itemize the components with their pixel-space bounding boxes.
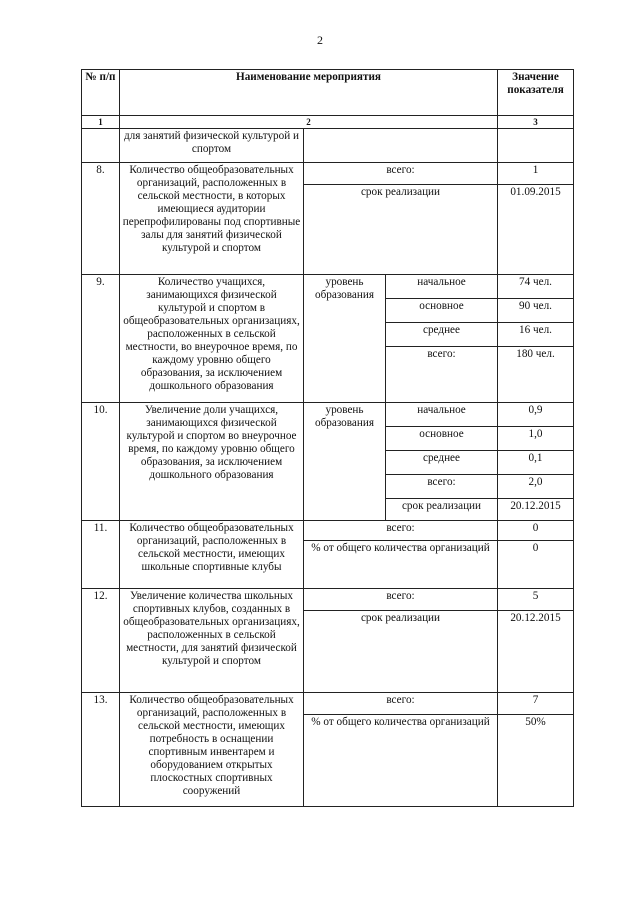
row-description: Увеличение количества школьных спортивных клубов, созданных в общеобразовательных организациях, расположенных в сельской местности, для занятий физической культурой и спортом <box>120 589 304 693</box>
row-label: основное <box>386 427 498 451</box>
row-description: Количество общеобразовательных организаций, расположенных в сельской местности, в которых имеющиеся аудитории перепрофилированы под спортивные залы для занятий физической культурой и спортом <box>120 163 304 275</box>
row-number: 10. <box>82 403 120 521</box>
row-value: 0 <box>498 541 574 589</box>
row-label: всего: <box>304 521 498 541</box>
row-label: всего: <box>386 475 498 499</box>
table-row <box>82 693 574 715</box>
empty-cell <box>304 129 498 163</box>
education-level-label: уровень образования <box>304 403 386 521</box>
row-label: всего: <box>304 163 498 185</box>
row-description: Увеличение доли учащихся, занимающихся физической культурой и спортом во внеурочное время, по каждому уровню общего образования, за исключением дошкольного образования <box>120 403 304 521</box>
header-value: Значение показателя <box>498 70 574 116</box>
row-label: начальное <box>386 275 498 299</box>
row-label: % от общего количества организаций <box>304 541 498 589</box>
row-value: 0,9 <box>498 403 574 427</box>
header-no: № п/п <box>82 70 120 116</box>
row-value: 7 <box>498 693 574 715</box>
row-label: всего: <box>304 589 498 611</box>
row-value: 0 <box>498 521 574 541</box>
table-row <box>82 403 574 427</box>
row-label: % от общего количества организаций <box>304 715 498 807</box>
index-cell-3: 3 <box>498 116 574 129</box>
row-value: 2,0 <box>498 475 574 499</box>
row-label: всего: <box>304 693 498 715</box>
row-label: основное <box>386 299 498 323</box>
continued-row <box>82 129 574 163</box>
row-description: Количество общеобразовательных организаций, расположенных в сельской местности, имеющих школьные спортивные клубы <box>120 521 304 589</box>
row-number: 8. <box>82 163 120 275</box>
row-value: 0,1 <box>498 451 574 475</box>
row-value: 50% <box>498 715 574 807</box>
table-row <box>82 521 574 541</box>
row-value: 1,0 <box>498 427 574 451</box>
continued-desc: для занятий физической культурой и спортом <box>120 129 304 163</box>
table-row <box>82 163 574 185</box>
row-description: Количество общеобразовательных организаций, расположенных в сельской местности, имеющих потребность в оснащении спортивным инвентарем и оборудованием открытых плоскостных спортивных сооружений <box>120 693 304 807</box>
row-label: начальное <box>386 403 498 427</box>
row-value: 1 <box>498 163 574 185</box>
row-value: 01.09.2015 <box>498 185 574 275</box>
row-number: 12. <box>82 589 120 693</box>
row-number: 13. <box>82 693 120 807</box>
row-value: 90 чел. <box>498 299 574 323</box>
header-name: Наименование мероприятия <box>120 70 498 116</box>
row-value: 74 чел. <box>498 275 574 299</box>
education-level-label: уровень образования <box>304 275 386 403</box>
header-row <box>82 70 574 116</box>
table-row <box>82 589 574 611</box>
index-row <box>82 116 574 129</box>
row-label: среднее <box>386 323 498 347</box>
row-label: срок реализации <box>304 611 498 693</box>
row-number: 9. <box>82 275 120 403</box>
row-label: среднее <box>386 451 498 475</box>
row-value: 20.12.2015 <box>498 611 574 693</box>
row-number: 11. <box>82 521 120 589</box>
row-value: 16 чел. <box>498 323 574 347</box>
page-number: 2 <box>317 33 323 47</box>
measures-table <box>81 69 574 807</box>
row-label: срок реализации <box>386 499 498 521</box>
empty-cell <box>82 129 120 163</box>
row-value: 5 <box>498 589 574 611</box>
row-value: 20.12.2015 <box>498 499 574 521</box>
empty-cell <box>498 129 574 163</box>
table-row <box>82 275 574 299</box>
index-cell-2: 2 <box>120 116 498 129</box>
row-label: всего: <box>386 347 498 403</box>
row-description: Количество учащихся, занимающихся физической культурой и спортом в общеобразовательных организациях, расположенных в сельской местности, во внеурочное время, по каждому уровню общего образования, за исключением дошкольного образования <box>120 275 304 403</box>
index-cell-1: 1 <box>82 116 120 129</box>
row-label: срок реализации <box>304 185 498 275</box>
row-value: 180 чел. <box>498 347 574 403</box>
